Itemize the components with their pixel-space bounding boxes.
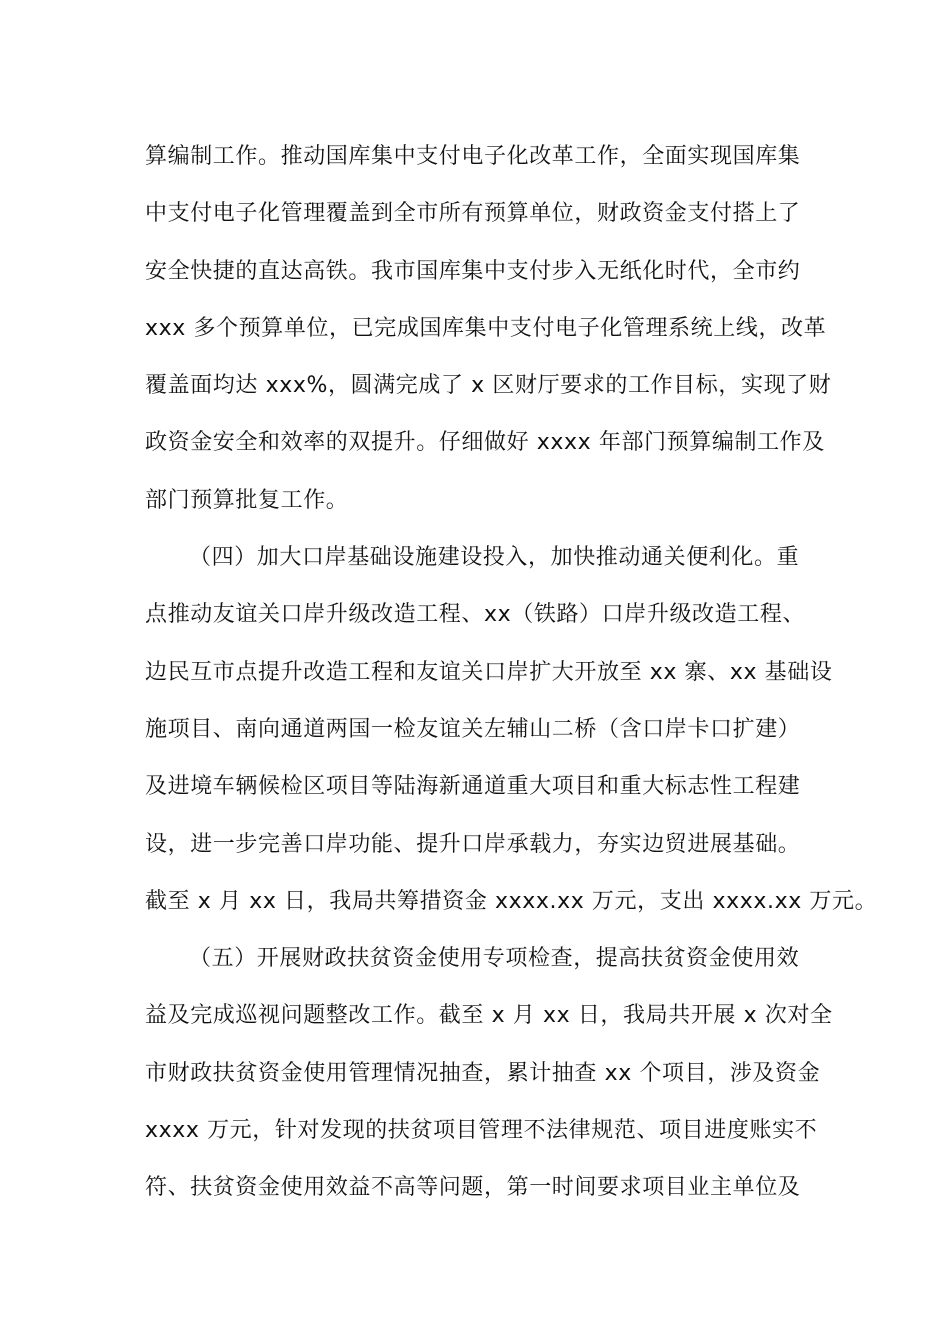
text-line: 政资金安全和效率的双提升。仔细做好 xxxx 年部门预算编制工作及: [145, 430, 825, 456]
text-line: 符、扶贫资金使用效益不高等问题，第一时间要求项目业主单位及: [145, 1175, 801, 1201]
text-line: 市财政扶贫资金使用管理情况抽查，累计抽查 xx 个项目，涉及资金: [145, 1060, 821, 1086]
section-heading-line: （五）开展财政扶贫资金使用专项检查，提高扶贫资金使用效: [189, 946, 800, 972]
text-line: 施项目、南向通道两国一检友谊关左辅山二桥（含口岸卡口扩建）: [145, 716, 801, 742]
document-body: [145, 128, 878, 1217]
text-line: 及进境车辆候检区项目等陆海新通道重大项目和重大标志性工程建: [145, 774, 801, 800]
text-line: 安全快捷的直达高铁。我市国库集中支付步入无纸化时代，全市约: [145, 258, 801, 284]
text-line: 中支付电子化管理覆盖到全市所有预算单位，财政资金支付搭上了: [145, 201, 801, 227]
text-line: 部门预算批复工作。: [145, 487, 349, 513]
text-line: 设，进一步完善口岸功能、提升口岸承载力，夯实边贸进展基础。: [145, 831, 801, 857]
text-line: xxx 多个预算单位，已完成国库集中支付电子化管理系统上线，改革: [145, 315, 827, 341]
text-line: 算编制工作。推动国库集中支付电子化改革工作，全面实现国库集: [145, 144, 801, 169]
text-line: xxxx 万元，针对发现的扶贫项目管理不法律规范、项目进度账实不: [145, 1118, 818, 1144]
text-line: 覆盖面均达 xxx%，圆满完成了 x 区财厅要求的工作目标，实现了财: [145, 373, 832, 399]
text-line: 边民互市点提升改造工程和友谊关口岸扩大开放至 xx 寨、xx 基础设: [145, 659, 833, 685]
section-heading-line: （四）加大口岸基础设施建设投入，加快推动通关便利化。重: [189, 545, 800, 571]
text-line: 益及完成巡视问题整改工作。截至 x 月 xx 日，我局共开展 x 次对全: [145, 1003, 833, 1029]
text-line: 截至 x 月 xx 日，我局共筹措资金 xxxx.xx 万元，支出 xxxx.xx 万元。: [145, 888, 878, 914]
text-line: 点推动友谊关口岸升级改造工程、xx（铁路）口岸升级改造工程、: [145, 602, 806, 628]
